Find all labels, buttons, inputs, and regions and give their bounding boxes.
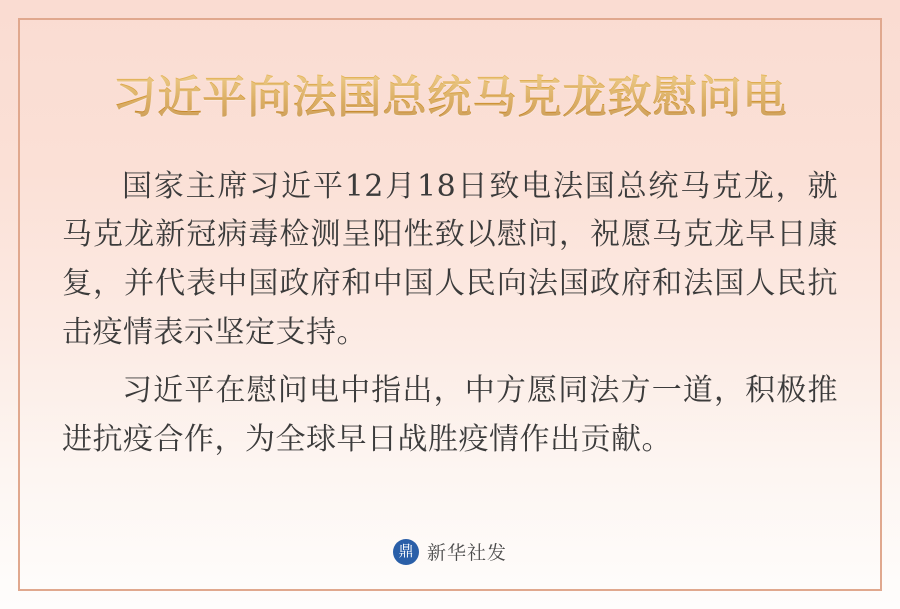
article-paragraph: 习近平在慰问电中指出，中方愿同法方一道，积极推进抗疫合作，为全球早日战胜疫情作出贡献。	[62, 373, 838, 457]
article-body	[62, 163, 838, 471]
xinhua-circle-icon: 鼎	[393, 539, 419, 565]
page-title: 习近平向法国总统马克龙致慰问电	[62, 72, 838, 125]
source-credit-label: 新华社发	[426, 542, 507, 564]
poster-content	[18, 18, 882, 591]
article-paragraph: 国家主席习近平12月18日致电法国总统马克龙，就马克龙新冠病毒检测呈阳性致以慰问，祝愿马克龙早日康复，并代表中国政府和中国人民向法国政府和法国人民抗击疫情表示坚定支持。	[62, 168, 838, 350]
source-credit	[62, 538, 838, 565]
